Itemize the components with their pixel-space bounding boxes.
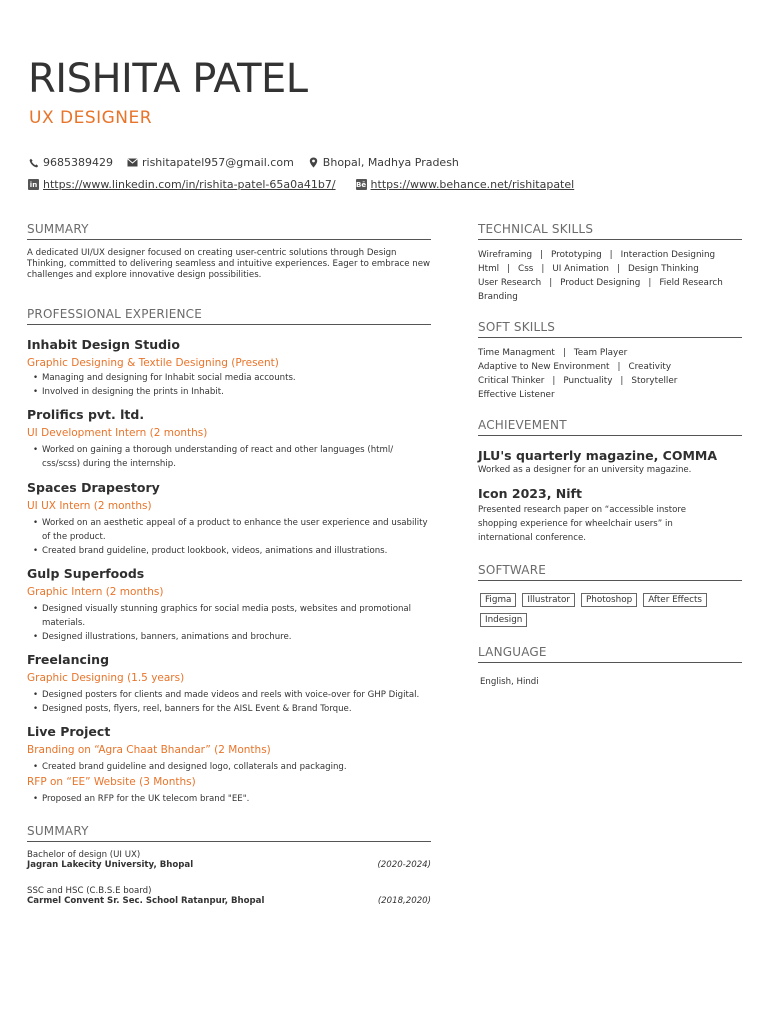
skill-item: Time Managment — [478, 348, 555, 358]
job-title: Spaces Drapestory — [27, 480, 160, 495]
software-tag: Photoshop — [581, 593, 637, 607]
software-tag: Indesign — [480, 613, 527, 627]
skill-row — [478, 388, 742, 402]
email-item — [127, 156, 294, 169]
skill-row: Time Managment | Team Player — [478, 348, 628, 358]
job-bullet: • Designed visually stunning graphics for social media posts, websites and promotional materials. — [33, 602, 431, 630]
summary-text: A dedicated UI/UX designer focused on creating user-centric solutions through Design Thinking, committed to delivering seamless and intuitive experiences. Eager to embrace new challenges and explore innovative design possibilities. — [27, 248, 431, 280]
education-years: (2020-2024) — [377, 860, 431, 870]
linkedin-item — [28, 178, 336, 191]
experience-heading: PROFESSIONAL EXPERIENCE — [27, 307, 431, 325]
skill-item: Team Player — [573, 348, 628, 358]
phone-icon — [28, 157, 39, 168]
skill-item: Punctuality — [563, 376, 613, 386]
education-years: (2018,2020) — [377, 896, 431, 906]
education-school: Jagran Lakecity University, Bhopal — [27, 860, 194, 870]
job-title: Live Project — [27, 724, 111, 739]
education-item — [27, 850, 431, 870]
skill-item: Storyteller — [631, 376, 678, 386]
skill-item: Design Thinking — [627, 264, 699, 274]
skill-row — [478, 290, 742, 304]
job-bullet: • Worked on an aesthetic appeal of a product to enhance the user experience and usability of the product. — [33, 516, 431, 544]
behance-link[interactable]: https://www.behance.net/rishitapatel — [370, 178, 575, 191]
software-tag: After Effects — [643, 593, 707, 607]
candidate-name: RISHITA PATEL — [28, 56, 308, 102]
achievement-text: Worked as a designer for an university magazine. — [478, 465, 692, 475]
skill-item: Html — [478, 264, 500, 274]
contact-row — [28, 156, 459, 169]
location-pin-icon — [308, 157, 319, 168]
behance-item — [356, 178, 575, 191]
linkedin-link[interactable]: https://www.linkedin.com/in/rishita-patel-65a0a41b7/ — [43, 178, 336, 191]
job-item — [27, 337, 431, 399]
job-bullet: • Created brand guideline and designed logo, collaterals and packaging. — [33, 760, 431, 774]
phone-text[interactable]: 9685389429 — [43, 156, 113, 169]
soft-skills-list — [478, 346, 742, 402]
job-item — [27, 652, 431, 716]
job-bullet: • Designed posts, flyers, reel, banners for the AISL Event & Brand Torque. — [33, 702, 431, 716]
education-degree: SSC and HSC (C.B.S.E board) — [27, 886, 152, 896]
left-column — [27, 222, 431, 906]
job-subtitle: Branding on “Agra Chaat Bhandar” (2 Months) — [27, 744, 271, 756]
email-text[interactable]: rishitapatel957@gmail.com — [142, 156, 294, 169]
job-title: Prolifics pvt. ltd. — [27, 407, 145, 422]
skill-item: Prototyping — [551, 250, 602, 260]
phone-item — [28, 156, 113, 169]
job-bullet: • Proposed an RFP for the UK telecom brand "EE". — [33, 792, 431, 806]
job-bullet: • Managing and designing for Inhabit social media accounts. — [33, 371, 431, 385]
behance-icon: Bē — [355, 180, 367, 189]
software-list — [478, 593, 742, 627]
skill-item: Interaction Designing — [620, 250, 716, 260]
linkedin-icon: in — [29, 180, 38, 189]
education-heading: SUMMARY — [27, 824, 431, 842]
location-item — [308, 156, 459, 169]
job-subtitle: RFP on “EE” Website (3 Months) — [27, 776, 196, 788]
language-heading: LANGUAGE — [478, 645, 742, 663]
job-subtitle: Graphic Intern (2 months) — [27, 586, 164, 598]
achievement-title: JLU's quarterly magazine, COMMA — [478, 448, 718, 463]
skill-item: Critical Thinker — [478, 376, 545, 386]
skill-item: Adaptive to New Environment — [478, 362, 610, 372]
job-title: Gulp Superfoods — [27, 566, 145, 581]
job-title: Freelancing — [27, 652, 110, 667]
skill-item: Creativity — [628, 362, 672, 372]
job-item — [27, 480, 431, 558]
skill-row: Critical Thinker | Punctuality | Storyteller — [478, 376, 678, 386]
education-school: Carmel Convent Sr. Sec. School Ratanpur, Bhopal — [27, 896, 265, 906]
skill-row: User Research | Product Designing | Field Research — [478, 278, 723, 288]
skill-item: UI Animation — [552, 264, 610, 274]
skill-item: Wireframing — [478, 250, 533, 260]
job-subtitle: Graphic Designing (1.5 years) — [27, 672, 185, 684]
achievement-item — [478, 448, 742, 476]
skill-item: User Research — [478, 278, 542, 288]
achievement-item — [478, 486, 742, 545]
job-subtitle: UI UX Intern (2 months) — [27, 500, 152, 512]
job-bullet: • Designed illustrations, banners, animations and brochure. — [33, 630, 431, 644]
job-bullet: • Created brand guideline, product lookbook, videos, animations and illustrations. — [33, 544, 431, 558]
job-item — [27, 407, 431, 471]
skill-row: Wireframing | Prototyping | Interaction Designing — [478, 250, 716, 260]
education-item — [27, 886, 431, 906]
language-text: English, Hindi — [480, 677, 539, 687]
skill-item: Effective Listener — [478, 390, 555, 400]
links-row — [28, 178, 574, 191]
skill-item: Branding — [478, 292, 518, 302]
software-heading: SOFTWARE — [478, 563, 742, 581]
skill-item: Field Research — [659, 278, 723, 288]
location-text: Bhopal, Madhya Pradesh — [322, 156, 459, 169]
soft-skills-heading: SOFT SKILLS — [478, 320, 742, 338]
skill-item: Product Designing — [560, 278, 641, 288]
skill-row: Adaptive to New Environment | Creativity — [478, 362, 672, 372]
technical-skills-heading: TECHNICAL SKILLS — [478, 222, 742, 240]
software-tag: Illustrator — [522, 593, 575, 607]
job-subtitle: Graphic Designing & Textile Designing (Present) — [27, 357, 279, 369]
technical-skills-list — [478, 248, 742, 304]
job-bullet: • Involved in designing the prints in Inhabit. — [33, 385, 431, 399]
skill-item: Css — [518, 264, 534, 274]
candidate-role: UX DESIGNER — [29, 108, 153, 128]
job-subtitle: UI Development Intern (2 months) — [27, 427, 208, 439]
summary-heading: SUMMARY — [27, 222, 431, 240]
job-item — [27, 566, 431, 644]
mail-icon — [127, 157, 138, 168]
job-bullet: • Designed posters for clients and made videos and reels with voice-over for GHP Digital. — [33, 688, 431, 702]
education-degree: Bachelor of design (UI UX) — [27, 850, 141, 860]
job-item — [27, 724, 431, 806]
achievement-title: Icon 2023, Nift — [478, 486, 582, 501]
skill-row: Html | Css | UI Animation | Design Thinking — [478, 264, 699, 274]
achievement-heading: ACHIEVEMENT — [478, 418, 742, 436]
software-tag: Figma — [480, 593, 516, 607]
job-title: Inhabit Design Studio — [27, 337, 180, 352]
job-bullet: • Worked on gaining a thorough understanding of react and other languages (html/ css/scss) during the internship. — [33, 443, 431, 471]
right-column — [478, 222, 742, 688]
achievement-text: Presented research paper on “accessible instore shopping experience for wheelchair users” in international conference. — [478, 505, 687, 543]
